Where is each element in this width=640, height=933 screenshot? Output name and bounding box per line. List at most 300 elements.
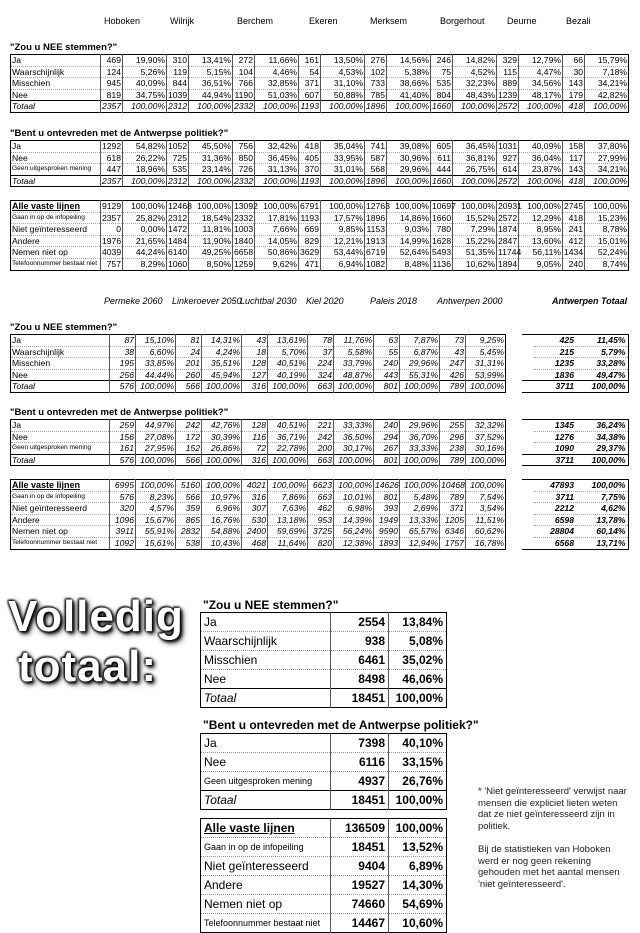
table-cell: 52,64%	[387, 247, 431, 259]
table-cell: 119	[167, 66, 189, 78]
table-cell: 39,08%	[387, 141, 431, 153]
table-cell: 11,90%	[189, 235, 233, 247]
table-row	[11, 89, 629, 101]
table-row	[522, 491, 628, 503]
table-row	[201, 819, 447, 838]
table-cell: 1913	[366, 235, 386, 246]
volledig-q2-table	[200, 733, 447, 810]
table-cell: Alle vaste lijnen	[11, 201, 101, 213]
table-cell: 611	[431, 152, 453, 164]
table-row	[11, 443, 506, 455]
table-cell: Misschien	[201, 651, 331, 670]
table-cell: 663	[308, 381, 334, 393]
table-cell: 34,38%	[576, 431, 628, 443]
table-cell: 1472	[168, 224, 188, 235]
table-cell: 9590	[374, 526, 400, 538]
spacer-cell	[522, 480, 534, 492]
table-cell: 102	[365, 66, 387, 78]
table-cell: 6,96%	[202, 503, 242, 515]
table-cell: 927	[497, 152, 519, 164]
table-cell: 316	[242, 381, 268, 393]
table-cell: 100,00%	[400, 454, 440, 466]
column-header: Hoboken	[104, 16, 141, 26]
table-cell: 48,43%	[453, 89, 497, 101]
table-cell: 10,43%	[202, 537, 242, 549]
table-cell: 2554	[331, 613, 389, 632]
table-cell: 785	[365, 89, 387, 101]
table-cell: 33,28%	[576, 358, 628, 370]
table-cell: 11744	[498, 247, 522, 258]
volledig-q1-title: "Zou u NEE stemmen?"	[203, 598, 339, 612]
table-cell: 10,62%	[453, 258, 497, 270]
note-hoboken: Bij de statistieken van Hoboken werd er nog geen rekening gehouden met het aantal mensen 'niet geïnteresseerd'.	[478, 844, 620, 890]
table-cell: 27,95%	[136, 443, 176, 455]
table-cell: 242	[176, 420, 202, 432]
table-cell: 13,61%	[268, 335, 308, 347]
column-header: Paleis 2018	[370, 296, 418, 306]
table-cell: 1874	[498, 224, 518, 235]
table-cell: 1039	[168, 89, 188, 100]
table-cell: 1660	[432, 175, 452, 186]
table-cell: 1190	[233, 89, 255, 101]
table-cell: 53,99%	[466, 369, 506, 381]
table-cell: 733	[365, 78, 387, 90]
table-cell: 566	[176, 381, 202, 393]
table-cell: Nee	[11, 431, 110, 443]
table-cell: 11,76%	[334, 335, 374, 347]
table-cell: Andere	[11, 235, 101, 247]
table-cell: 6568	[534, 537, 576, 549]
table-cell: 100,00%	[519, 175, 563, 187]
table-cell: 2400	[242, 526, 268, 538]
table-row	[11, 247, 629, 259]
table-row	[522, 358, 628, 370]
table-cell: 444	[431, 164, 453, 176]
table-row	[11, 454, 506, 466]
table-cell: 2357	[102, 175, 122, 186]
table-cell: 4,46%	[255, 66, 299, 78]
table-row	[11, 152, 629, 164]
table-cell: 819	[101, 89, 123, 101]
table-cell: Ja	[11, 141, 101, 153]
table-cell: 757	[101, 258, 123, 270]
table-cell: Nemen niet op	[11, 247, 101, 259]
table-cell: 30,17%	[334, 443, 374, 455]
table-cell: 13092	[234, 201, 258, 211]
table-cell: Totaal	[201, 689, 331, 708]
table-cell: 31,31%	[466, 358, 506, 370]
table-cell: 294	[374, 431, 400, 443]
table-cell: 1757	[440, 537, 466, 549]
table-cell: Misschien	[11, 78, 101, 90]
table-row	[11, 258, 629, 270]
table-cell: 60,14%	[576, 526, 628, 538]
table-cell: 1292	[102, 141, 122, 151]
table-cell: 100,00%	[389, 689, 447, 708]
table-cell: 152	[176, 443, 202, 455]
table-cell: 100,00%	[585, 175, 629, 187]
column-header: Borgerhout	[440, 16, 485, 26]
table-cell: 54,88%	[202, 526, 242, 538]
table-cell: 1896	[366, 175, 386, 186]
table-cell: 100,00%	[202, 381, 242, 393]
table-cell: 7,18%	[585, 66, 629, 78]
table-cell: 117	[563, 152, 585, 164]
table-cell: Nee	[201, 670, 331, 689]
table-cell: 74660	[331, 895, 389, 914]
table-cell: 2847	[498, 235, 518, 246]
table-cell: 576	[110, 491, 136, 503]
table-cell: 36,45%	[255, 152, 299, 164]
table-cell: Nee	[11, 369, 110, 381]
table-cell: 5,08%	[389, 632, 447, 651]
table-cell: 9,03%	[387, 224, 431, 236]
table-cell: 4,47%	[519, 66, 563, 78]
table-cell: 8,29%	[123, 258, 167, 270]
table-cell: 10,01%	[334, 491, 374, 503]
table-cell: 11,66%	[255, 55, 299, 67]
table-cell: 47893	[534, 480, 576, 492]
table-cell: 1836	[534, 369, 576, 381]
table-cell: 4,57%	[136, 503, 176, 515]
table-cell: 1896	[366, 101, 386, 112]
table-cell: 100,00%	[453, 101, 497, 113]
table-cell: 310	[167, 55, 189, 67]
table-cell: 100,00%	[576, 381, 628, 393]
table-cell: 844	[167, 78, 189, 90]
table-cell: 10697	[432, 201, 456, 211]
table-cell: 5,58%	[334, 346, 374, 358]
table-cell: 100,00%	[519, 201, 563, 213]
table-cell: 1893	[374, 537, 400, 549]
table-cell: 100,00%	[268, 454, 308, 466]
table-cell: 789	[440, 381, 466, 393]
table-cell: 40,09%	[123, 78, 167, 90]
table-cell: 37,52%	[466, 431, 506, 443]
table-cell: 14,05%	[255, 235, 299, 247]
table-cell: 224	[308, 358, 334, 370]
table-row	[11, 420, 506, 432]
table-cell: 33,85%	[136, 358, 176, 370]
table-cell: 535	[167, 164, 189, 176]
table-cell: 7,29%	[453, 224, 497, 236]
totaal-title: totaal:	[18, 642, 157, 691]
table-cell: 14,56%	[387, 55, 431, 67]
table-cell: 115	[497, 66, 519, 78]
table-cell: 2212	[534, 503, 576, 515]
table-cell: 143	[563, 164, 585, 176]
table-row	[522, 369, 628, 381]
volledig-title: Volledig	[8, 592, 184, 641]
table-cell: 55,91%	[136, 526, 176, 538]
table-cell: 25,82%	[123, 212, 167, 224]
table-cell: 18451	[331, 689, 389, 708]
table-cell: 6346	[440, 526, 466, 538]
table-cell: 6461	[331, 651, 389, 670]
table-row	[201, 838, 447, 857]
table-cell: 44,97%	[136, 420, 176, 432]
table-cell: 1096	[110, 514, 136, 526]
table-cell: 1660	[432, 212, 452, 223]
section1-q3-table	[10, 200, 629, 271]
table-cell: 100,00%	[334, 480, 374, 492]
table-cell: 10,97%	[202, 491, 242, 503]
table-row	[11, 431, 506, 443]
table-cell: 535	[431, 78, 453, 90]
table-cell: 15,52%	[453, 212, 497, 224]
table-row	[522, 346, 628, 358]
table-cell: 56,24%	[334, 526, 374, 538]
table-cell: 10,60%	[389, 914, 447, 933]
table-cell: 7,63%	[268, 503, 308, 515]
table-cell: 669	[299, 224, 321, 236]
table-cell: 13,50%	[321, 55, 365, 67]
table-cell: 6598	[534, 514, 576, 526]
table-cell: 324	[308, 369, 334, 381]
table-cell: 240	[374, 420, 400, 432]
table-row	[201, 632, 447, 651]
table-cell: 1193	[299, 175, 321, 187]
table-cell: 566	[176, 454, 202, 466]
table-cell: Waarschijnlijk	[11, 66, 101, 78]
table-cell: 8,95%	[519, 224, 563, 236]
table-cell: 5,70%	[268, 346, 308, 358]
table-cell: 3629	[300, 247, 320, 258]
table-cell: 100,00%	[136, 381, 176, 393]
table-cell: 5,45%	[466, 346, 506, 358]
table-row	[11, 381, 506, 393]
table-cell: 18,54%	[189, 212, 233, 224]
table-cell: 1193	[299, 101, 321, 113]
table-cell: 447	[101, 164, 123, 176]
table-cell: 18451	[331, 838, 389, 857]
table-cell: 1840	[234, 235, 254, 246]
table-cell: 3911	[110, 526, 136, 538]
table-cell: 14,99%	[387, 235, 431, 247]
table-cell: 2357	[102, 101, 122, 112]
table-cell: 425	[534, 335, 576, 347]
table-row	[522, 381, 628, 393]
table-cell: 14,30%	[389, 876, 447, 895]
table-cell: 156	[110, 431, 136, 443]
section2-q3-table	[10, 479, 506, 550]
table-row	[522, 443, 628, 455]
table-cell: 5,38%	[387, 66, 431, 78]
table-cell: Ja	[201, 613, 331, 632]
table-cell: 370	[299, 164, 321, 176]
table-cell: 566	[176, 491, 202, 503]
table-cell: 13,84%	[389, 613, 447, 632]
table-cell: 221	[308, 420, 334, 432]
table-cell: Niet geïnteresseerd	[11, 503, 110, 515]
table-row	[11, 66, 629, 78]
table-cell: 1434	[564, 247, 584, 258]
table-cell: 468	[242, 537, 268, 549]
column-header: Kiel 2020	[306, 296, 344, 306]
table-cell: 6623	[308, 480, 334, 492]
table-cell: 316	[242, 491, 268, 503]
table-cell: 36,70%	[400, 431, 440, 443]
table-cell: 45,94%	[202, 369, 242, 381]
table-cell: 1239	[498, 89, 518, 100]
table-cell: 418	[563, 101, 585, 113]
table-cell: 15,10%	[136, 335, 176, 347]
table-cell: 30,16%	[466, 443, 506, 455]
table-cell: 4,52%	[453, 66, 497, 78]
table-cell: Geen uitgesproken mening	[11, 443, 110, 455]
table-cell: 34,56%	[519, 78, 563, 90]
table-cell: Totaal	[11, 101, 101, 113]
table-cell: 11,51%	[466, 514, 506, 526]
table-cell: 200	[308, 443, 334, 455]
table-cell: 24	[176, 346, 202, 358]
table-cell: 55	[374, 346, 400, 358]
table-cell: 804	[431, 89, 453, 101]
table-cell: 2,69%	[400, 503, 440, 515]
table-cell: 1092	[110, 537, 136, 549]
table-cell: 15,01%	[585, 235, 629, 247]
spacer-cell	[522, 454, 534, 466]
table-cell: 1484	[168, 235, 188, 246]
table-cell: 40,51%	[268, 420, 308, 432]
table-cell: 56,11%	[519, 247, 563, 259]
table-cell: 161	[110, 443, 136, 455]
table-cell: 12,38%	[334, 537, 374, 549]
spacer-cell	[522, 381, 534, 393]
table-cell: 11,45%	[576, 335, 628, 347]
table-cell: 43	[440, 346, 466, 358]
table-cell: 6140	[168, 247, 188, 258]
table-row	[522, 454, 628, 466]
table-cell: 48,87%	[334, 369, 374, 381]
table-cell: 766	[233, 78, 255, 90]
table-cell: 9404	[331, 857, 389, 876]
table-cell: 26,86%	[202, 443, 242, 455]
table-cell: 29,96%	[400, 358, 440, 370]
table-cell: 35,04%	[321, 141, 365, 153]
table-cell: 18451	[331, 791, 389, 810]
table-cell: 255	[440, 420, 466, 432]
column-header: Wilrijk	[170, 16, 194, 26]
table-cell: 100,00%	[466, 381, 506, 393]
table-cell: Misschien	[11, 358, 110, 370]
table-cell: Niet geïnteresseerd	[201, 857, 331, 876]
table-cell: 329	[497, 55, 519, 67]
table-cell: 6,89%	[389, 857, 447, 876]
table-row	[201, 689, 447, 708]
table-cell: 13,41%	[189, 55, 233, 67]
table-cell: 7,75%	[576, 491, 628, 503]
table-cell: 100,00%	[389, 819, 447, 838]
table-cell: Niet geïnteresseerd	[11, 224, 101, 236]
section2-q1-title: "Zou u NEE stemmen?"	[10, 322, 118, 333]
table-cell: 128	[242, 420, 268, 432]
table-cell: 320	[110, 503, 136, 515]
table-cell: Alle vaste lijnen	[201, 819, 331, 838]
table-cell: 15,79%	[585, 55, 629, 67]
table-cell: 30,96%	[387, 152, 431, 164]
table-cell: 0	[101, 224, 123, 236]
table-cell: 34,21%	[585, 164, 629, 176]
section1-q2-title: "Bent u ontevreden met de Antwerpse politiek?"	[10, 128, 229, 139]
spacer-cell	[522, 431, 534, 443]
table-cell: 256	[110, 369, 136, 381]
table-cell: 663	[308, 491, 334, 503]
table-cell: 35,02%	[389, 651, 447, 670]
table-cell: 23,87%	[519, 164, 563, 176]
table-cell: 100,00%	[453, 201, 497, 213]
table-cell: 15,67%	[136, 514, 176, 526]
table-cell: 100,00%	[202, 480, 242, 492]
table-cell: 15,61%	[136, 537, 176, 549]
table-row	[201, 876, 447, 895]
table-cell: 21,65%	[123, 235, 167, 247]
table-cell: 865	[176, 514, 202, 526]
table-cell: 13,33%	[400, 514, 440, 526]
table-cell: 124	[101, 66, 123, 78]
spacer-cell	[522, 358, 534, 370]
table-cell: 53,44%	[321, 247, 365, 259]
antwerpen-total-header: Antwerpen Totaal	[552, 296, 628, 306]
table-cell: 31,36%	[189, 152, 233, 164]
table-cell: Nee	[201, 753, 331, 772]
table-cell: 100,00%	[268, 480, 308, 492]
table-cell: 36,24%	[576, 420, 628, 432]
column-header: Antwerpen 2000	[437, 296, 503, 306]
table-cell: 44,94%	[189, 89, 233, 101]
table-cell: 780	[431, 224, 453, 236]
table-cell: 100,00%	[400, 480, 440, 492]
table-cell: 33,95%	[321, 152, 365, 164]
table-cell: Ja	[11, 55, 101, 67]
table-cell: 14,82%	[453, 55, 497, 67]
table-cell: 29,96%	[400, 420, 440, 432]
table-cell: 1082	[366, 258, 386, 269]
spacer-cell	[522, 369, 534, 381]
table-cell: 462	[308, 503, 334, 515]
table-cell: 31,13%	[255, 164, 299, 176]
table-cell: 789	[440, 491, 466, 503]
table-cell: 820	[308, 537, 334, 549]
spacer-cell	[522, 346, 534, 358]
table-row	[11, 537, 506, 549]
table-cell: 614	[497, 164, 519, 176]
table-cell: 801	[374, 381, 400, 393]
table-cell: 54	[299, 66, 321, 78]
table-cell: 587	[365, 152, 387, 164]
table-cell: 100,00%	[268, 381, 308, 393]
table-cell: 104	[233, 66, 255, 78]
table-cell: 100,00%	[585, 201, 629, 213]
table-cell: 1153	[365, 224, 387, 236]
table-cell: 50,88%	[321, 89, 365, 101]
table-cell: 36,51%	[189, 78, 233, 90]
section2-q3-totals	[522, 479, 629, 550]
table-cell: 2312	[168, 101, 188, 112]
table-row	[201, 914, 447, 933]
table-row	[11, 224, 629, 236]
table-cell: 725	[167, 152, 189, 164]
table-cell: 4,24%	[202, 346, 242, 358]
table-cell: 393	[374, 503, 400, 515]
table-cell: 100,00%	[519, 101, 563, 113]
table-cell: 37	[308, 346, 334, 358]
table-cell: 13,52%	[389, 838, 447, 857]
table-cell: 1235	[534, 358, 576, 370]
table-cell: 1949	[374, 514, 400, 526]
table-cell: Nee	[11, 89, 101, 101]
table-cell: 19,90%	[123, 55, 167, 67]
